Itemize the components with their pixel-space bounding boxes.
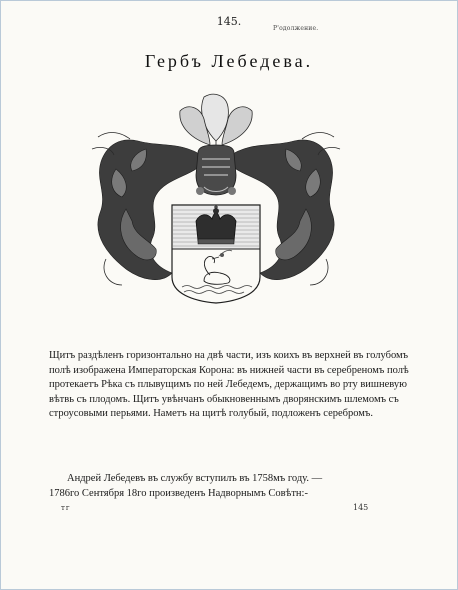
coat-of-arms-icon [86, 89, 346, 315]
service-record-line-2: 1786го Сентября 18го произведенъ Надворнымъ Совѣтн:- [49, 488, 308, 499]
continuation-mark: Р'одолжение. [273, 25, 319, 32]
ostrich-feathers-icon [180, 94, 252, 149]
footer-page-number: 145 [353, 503, 369, 512]
blazon-description: Щитъ раздѣленъ горизонтально на двѣ части, изъ коихъ въ верхней въ голубомъ полѣ изображена Императорская Корона: въ нижней части въ серебреномъ полѣ протекаетъ Рѣка съ плывущимъ по ней Лебедемъ, держащимъ во рту вишневую вѣтвь съ плодомъ. Щитъ увѣнчанъ обыкновеннымъ дворянскимъ шлемомъ съ строусовыми перьями. Наметъ на щитѣ голубый, подложенъ серебромъ. [49, 350, 409, 420]
footer-signature: тг [61, 504, 71, 512]
helmet-icon [196, 145, 236, 195]
service-record-line-1: Андрей Лебедевъ въ службу вступилъ въ 1758мъ году. — [67, 473, 323, 484]
page-number-top: 145. [216, 15, 242, 28]
service-record [49, 471, 414, 501]
page-title: Гербъ Лебедева. [144, 51, 314, 71]
